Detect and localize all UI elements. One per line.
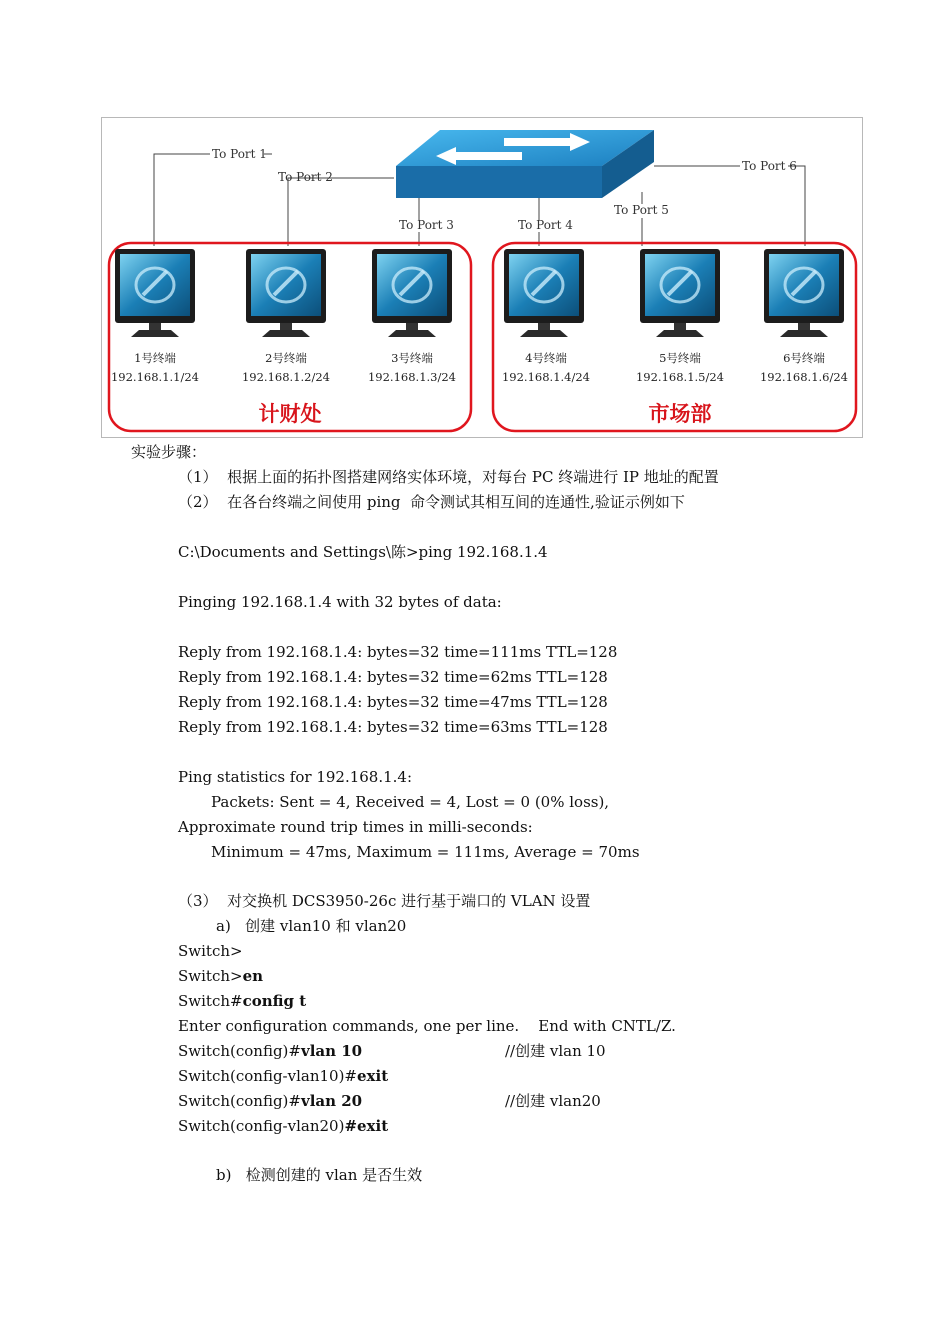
steps-heading: 实验步骤： (131, 443, 207, 461)
prompt: Switch(config-vlan10)# (178, 1067, 358, 1085)
terminal-ip-4: 192.168.1.4/24 (501, 370, 591, 384)
substep-b: b) 检测创建的 vlan 是否生效 (216, 1166, 423, 1184)
port-label-3: To Port 3 (399, 218, 454, 232)
switch-line-6 (178, 1092, 362, 1110)
terminal-name-6: 6号终端 (783, 351, 825, 365)
step-3: （3） 对交换机 DCS3950-26c 进行基于端口的 VLAN 设置 (178, 892, 591, 910)
topology-svg (102, 118, 862, 437)
port-label-4: To Port 4 (518, 218, 573, 232)
substep-a: a) 创建 vlan10 和 vlan20 (216, 917, 407, 935)
terminal-ip-2: 192.168.1.2/24 (241, 370, 331, 384)
comment-vlan20: //创建 vlan20 (505, 1092, 601, 1110)
reply-line-3: Reply from 192.168.1.4: bytes=32 time=47ms TTL=128 (178, 693, 608, 711)
terminal-ip-6: 192.168.1.6/24 (759, 370, 849, 384)
port-label-2: To Port 2 (278, 170, 333, 184)
approx-times: Approximate round trip times in milli-seconds: (178, 818, 533, 836)
switch-line-1: Switch> (178, 942, 243, 960)
stats-packets: Packets: Sent = 4, Received = 4, Lost = 0 (0% loss), (211, 793, 610, 811)
group-label-finance: 计财处 (258, 402, 322, 426)
terminal-name-1: 1号终端 (134, 351, 176, 365)
monitor-icon-3 (372, 249, 452, 337)
command: vlan 20 (300, 1092, 363, 1110)
terminal-name-3: 3号终端 (391, 351, 433, 365)
command: #exit (344, 1117, 389, 1135)
enter-config-line: Enter configuration commands, one per line. End with CNTL/Z. (178, 1017, 676, 1035)
switch-line-5 (178, 1067, 388, 1085)
terminal-name-2: 2号终端 (265, 351, 307, 365)
port-label-6: To Port 6 (742, 159, 797, 173)
switch-line-7 (178, 1117, 388, 1135)
switch-line-4 (178, 1042, 362, 1060)
command: exit (357, 1067, 389, 1085)
prompt: Switch> (178, 967, 243, 985)
terminal-ip-5: 192.168.1.5/24 (635, 370, 725, 384)
terminal-name-4: 4号终端 (525, 351, 567, 365)
switch-line-2 (178, 967, 263, 985)
command: config t (242, 992, 307, 1010)
terminal-ip-1: 192.168.1.1/24 (110, 370, 200, 384)
step-2: （2） 在各台终端之间使用 ping 命令测试其相互间的连通性,验证示例如下 (178, 493, 685, 511)
prompt: Switch(config-vlan20) (178, 1117, 345, 1135)
command: en (242, 967, 264, 985)
port-label-1: To Port 1 (212, 147, 267, 161)
monitor-icon-2 (246, 249, 326, 337)
command: vlan 10 (300, 1042, 363, 1060)
step-1: （1） 根据上面的拓扑图搭建网络实体环境，对每台 PC 终端进行 IP 地址的配置 (178, 468, 719, 486)
monitor-icon-1 (115, 249, 195, 337)
prompt: Switch# (178, 992, 243, 1010)
reply-line-2: Reply from 192.168.1.4: bytes=32 time=62ms TTL=128 (178, 668, 608, 686)
monitor-icon-5 (640, 249, 720, 337)
switch-line-3 (178, 992, 306, 1010)
prompt: Switch(config)# (178, 1042, 301, 1060)
port-label-5: To Port 5 (614, 203, 669, 217)
min-max-avg: Minimum = 47ms, Maximum = 111ms, Average = 70ms (211, 843, 640, 861)
topology-diagram (101, 117, 863, 438)
reply-line-1: Reply from 192.168.1.4: bytes=32 time=111ms TTL=128 (178, 643, 618, 661)
monitor-icon-6 (764, 249, 844, 337)
comment-vlan10: //创建 vlan 10 (505, 1042, 606, 1060)
pinging-line: Pinging 192.168.1.4 with 32 bytes of data: (178, 593, 502, 611)
switch (396, 130, 654, 198)
reply-line-4: Reply from 192.168.1.4: bytes=32 time=63ms TTL=128 (178, 718, 608, 736)
ping-command: C:\Documents and Settings\陈>ping 192.168.1.4 (178, 543, 548, 561)
stats-header: Ping statistics for 192.168.1.4: (178, 768, 413, 786)
terminal-labels (111, 351, 848, 426)
monitor-icon-4 (504, 249, 584, 337)
terminal-ip-3: 192.168.1.3/24 (367, 370, 457, 384)
terminal-name-5: 5号终端 (659, 351, 701, 365)
group-label-market: 市场部 (648, 402, 712, 426)
prompt: Switch(config)# (178, 1092, 301, 1110)
